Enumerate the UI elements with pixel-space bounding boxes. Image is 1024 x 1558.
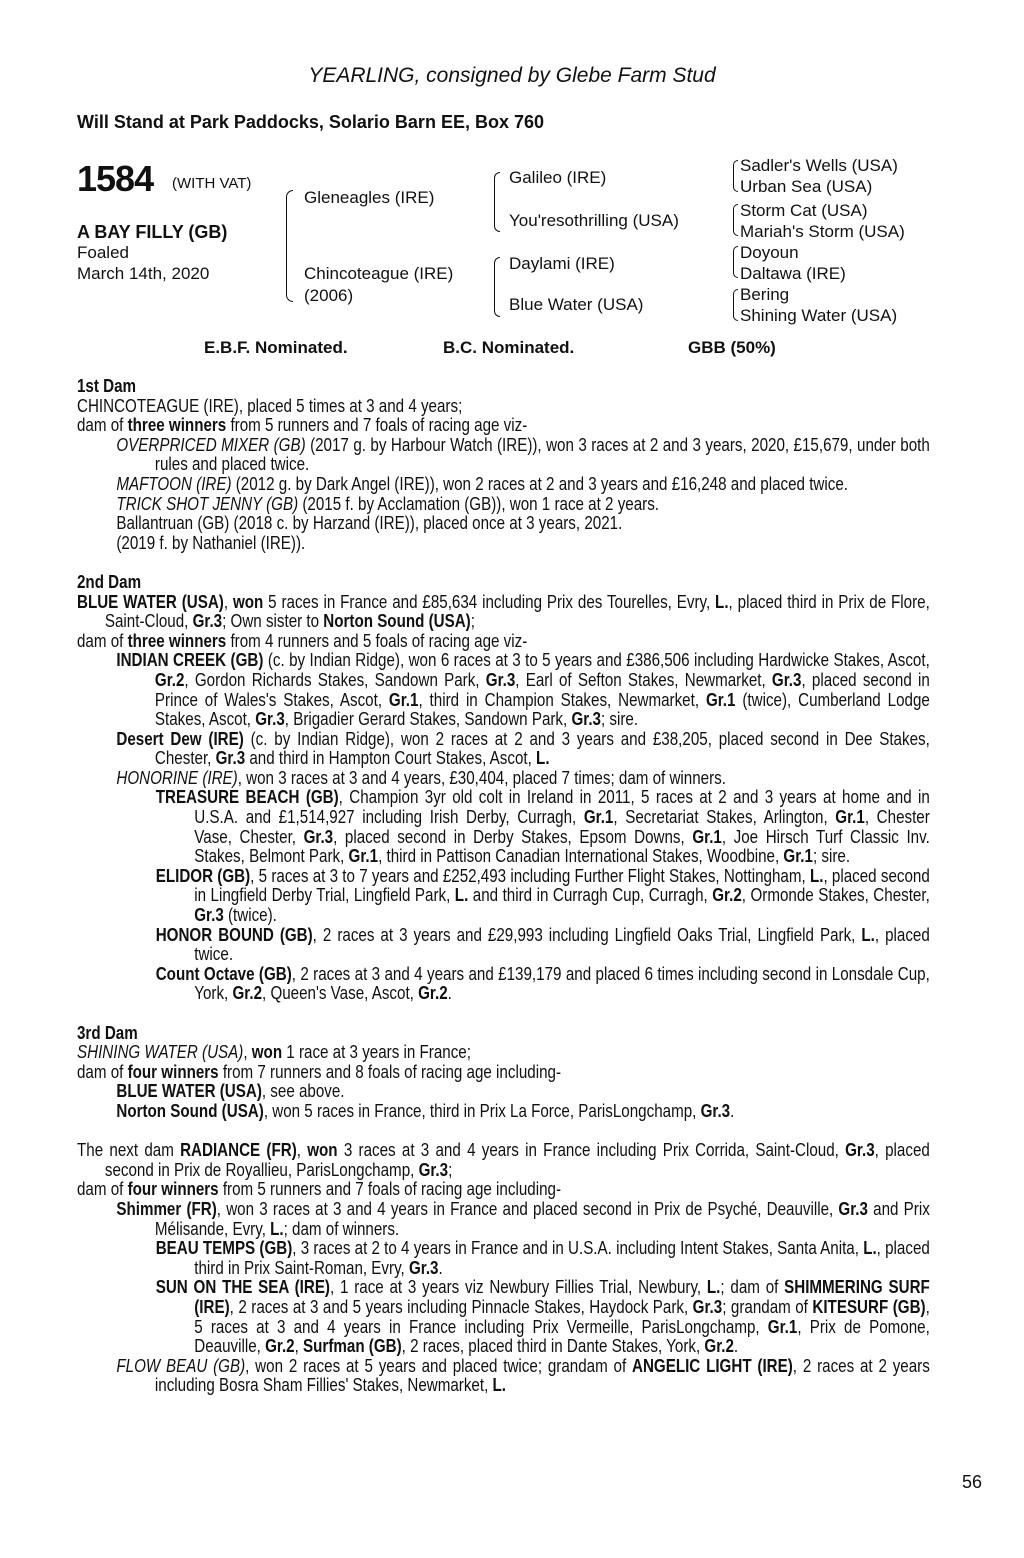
bold-text: Gr.3: [418, 1158, 449, 1180]
text: .: [733, 1335, 739, 1357]
text: (c. by Indian Ridge), won 6 races at 3 to 5 years and £386,506 including Hardwicke Stakes, Ascot,: [267, 649, 930, 671]
bold-text: Shimmer (FR): [116, 1197, 217, 1219]
text: ;: [448, 1158, 453, 1180]
section-heading: 2nd Dam: [77, 570, 142, 592]
bold-text: INDIAN CREEK (GB): [116, 649, 264, 671]
text: , third in Pattison Canadian International Stakes, Woodbine,: [378, 845, 784, 867]
record-entry: [77, 474, 930, 494]
text: , Ormonde Stakes, Chester,: [741, 884, 930, 906]
bold-text: SUN ON THE SEA (IRE): [155, 1276, 330, 1298]
page-number: 56: [962, 1472, 983, 1492]
italic-text: OVERPRICED MIXER (GB): [116, 433, 306, 455]
bold-text: L.: [536, 747, 550, 769]
text: , Queen's Vase, Ascot,: [262, 982, 419, 1004]
text: from 5 runners and 7 foals of racing age viz-: [230, 414, 528, 436]
italic-text: SHINING WATER (USA): [77, 1041, 244, 1063]
text: , 2 races at 3 and 4 years and £139,179 and placed 6 times including second in Lonsdale Cup, York,: [194, 962, 930, 1004]
bold-text: RADIANCE (FR): [180, 1139, 297, 1161]
bold-text: L.: [270, 1217, 284, 1239]
text: (2017 g. by Harbour Watch (IRE)), won 3 races at 2 and 3 years, 2020, £15,679, under both rules and placed twice.: [154, 433, 930, 475]
bold-text: three winners: [127, 414, 227, 436]
brace-line: [494, 257, 500, 317]
record-entry: [77, 494, 930, 514]
produce-record: [77, 376, 930, 1395]
bold-text: L.: [861, 923, 875, 945]
ebf-nomination: E.B.F. Nominated.: [204, 338, 348, 357]
bold-text: Gr.3: [485, 668, 516, 690]
text: (2015 f. by Acclamation (GB)), won 1 race at 2 years.: [302, 492, 660, 514]
record-entry: [77, 1356, 930, 1395]
text: ; dam of winners.: [283, 1217, 400, 1239]
text: , Secretariat Stakes, Arlington,: [613, 806, 836, 828]
text: (c. by Indian Ridge), won 2 races at 2 and 3 years and £38,205, placed second in Dee Stakes, Chester,: [154, 727, 930, 769]
text: , 5 races at 3 to 7 years and £252,493 including Further Flight Stakes, Nottingham,: [250, 864, 810, 886]
bold-text: Gr.2: [232, 982, 263, 1004]
record-entry: [77, 1277, 930, 1355]
bold-text: Norton Sound (USA): [116, 1099, 264, 1121]
record-entry: [77, 768, 930, 788]
record-entry: [77, 729, 930, 768]
bold-text: Gr.1: [348, 845, 379, 867]
record-entry: [77, 533, 930, 553]
bold-text: BLUE WATER (USA): [116, 1080, 262, 1102]
record-entry: [77, 415, 930, 435]
bold-text: Gr.1: [835, 806, 865, 828]
section-gap: [77, 1003, 930, 1023]
bold-text: Count Octave (GB): [155, 962, 292, 984]
text: ; dam of: [720, 1276, 785, 1298]
text: , Chester Vase, Chester,: [194, 806, 930, 847]
bold-text: Gr.3: [845, 1139, 875, 1161]
text: , placed second in Derby Stakes, Epsom Downs,: [333, 825, 693, 847]
text: , placed second in Prince of Wales's Stakes, Ascot,: [154, 668, 930, 710]
text: from 5 runners and 7 foals of racing age including-: [222, 1178, 561, 1200]
bold-text: Gr.2: [265, 1335, 295, 1357]
record-entry: [77, 964, 930, 1003]
text: , placed twice.: [194, 923, 930, 965]
text: , 3 races at 2 to 4 years in France and in U.S.A. including Intent Stakes, Santa Anita,: [292, 1237, 864, 1259]
italic-text: TRICK SHOT JENNY (GB): [116, 492, 299, 514]
pedigree-dds: Bering: [740, 285, 790, 304]
bold-text: BLUE WATER (USA): [77, 590, 224, 612]
bold-text: L.: [863, 1237, 877, 1259]
brace-line: [733, 160, 738, 192]
pedigree-ddd: Shining Water (USA): [740, 306, 898, 325]
text: , placed third in Prix Saint-Roman, Evry,: [194, 1237, 930, 1278]
text: , third in Champion Stakes, Newmarket,: [418, 688, 706, 710]
bold-text: KITESURF (GB): [812, 1295, 926, 1317]
bold-text: four winners: [127, 1060, 219, 1082]
italic-text: FLOW BEAU (GB): [116, 1354, 246, 1376]
bold-text: Gr.3: [255, 708, 285, 730]
bold-text: Gr.1: [692, 825, 722, 847]
text: , Champion 3yr old colt in Ireland in 2011, 5 races at 2 and 3 years at home and in U.S.A. and £1,514,927 including Irish Derby, Curragh,: [194, 786, 930, 828]
text: (twice).: [227, 904, 277, 926]
pedigree-sire-sire: Galileo (IRE): [509, 168, 607, 187]
text: .: [730, 1099, 735, 1121]
text: , 2 races at 3 and 5 years including Pinnacle Stakes, Haydock Park,: [229, 1295, 693, 1317]
text: ;: [470, 610, 475, 632]
text: , Joe Hirsch Turf Classic Inv. Stakes, Belmont Park,: [194, 825, 930, 867]
bold-text: Gr.1: [583, 806, 614, 828]
pedigree-ssd: Urban Sea (USA): [740, 177, 873, 196]
text: , placed third in Prix de Flore, Saint-Cloud,: [104, 590, 930, 632]
bold-text: ELIDOR (GB): [155, 864, 251, 886]
text: from 4 runners and 5 foals of racing age viz-: [230, 629, 528, 651]
record-entry: [77, 513, 930, 533]
text: , 1 race at 3 years viz Newbury Fillies Trial, Newbury,: [329, 1276, 707, 1298]
brace-line: [494, 172, 500, 232]
text: ,: [223, 590, 229, 612]
lot-number: 1584: [77, 158, 154, 199]
foaled-label: Foaled: [77, 243, 129, 262]
bold-text: three winners: [127, 629, 227, 651]
bold-text: L.: [454, 884, 469, 906]
text: .: [447, 982, 452, 1004]
record-entry: [77, 631, 930, 651]
text: from 7 runners and 8 foals of racing age including-: [222, 1060, 561, 1082]
text: , Gordon Richards Stakes, Sandown Park,: [184, 668, 486, 690]
bold-text: TREASURE BEACH (GB): [155, 786, 339, 808]
text: 5 races in France and £85,634 including Prix des Tourelles, Evry,: [268, 590, 716, 612]
text: ; sire.: [600, 708, 639, 730]
bold-text: Norton Sound (USA): [323, 610, 471, 632]
bold-text: L.: [706, 1276, 721, 1298]
bold-text: Gr.3: [215, 747, 246, 769]
gbb-note: GBB (50%): [688, 338, 776, 357]
italic-text: HONORINE (IRE): [116, 766, 238, 788]
text: ,: [243, 1041, 248, 1063]
foaled-date: March 14th, 2020: [77, 264, 210, 283]
text: Ballantruan (GB) (2018 c. by Harzand (IRE)), placed once at 3 years, 2021.: [116, 512, 623, 534]
record-entry: [77, 650, 930, 728]
record-entry: [77, 787, 930, 865]
record-entry: [77, 1199, 930, 1238]
text: , see above.: [261, 1080, 345, 1102]
text: and Prix Mélisande, Evry,: [154, 1197, 930, 1239]
text: , won 5 races in France, third in Prix La Force, ParisLongchamp,: [263, 1099, 701, 1121]
bold-text: won: [232, 590, 264, 612]
bold-text: Gr.1: [388, 688, 419, 710]
bold-text: Gr.1: [767, 1315, 798, 1337]
bold-text: Gr.2: [418, 982, 448, 1004]
record-entry: [77, 1081, 930, 1101]
text: , placed second in Prix de Royallieu, ParisLongchamp,: [104, 1139, 930, 1180]
text: (2012 g. by Dark Angel (IRE)), won 2 races at 2 and 3 years and £16,248 and placed twice.: [235, 472, 848, 494]
bold-text: Gr.2: [154, 668, 185, 690]
pedigree-sire: Gleneagles (IRE): [304, 188, 435, 207]
text: ; grandam of: [722, 1295, 813, 1317]
record-entry: [77, 396, 930, 416]
text: dam of: [77, 1178, 128, 1200]
bold-text: Gr.3: [194, 904, 224, 926]
text: , 2 races at 3 years and £29,993 including Lingfield Oaks Trial, Lingfield Park,: [312, 923, 862, 945]
text: dam of: [77, 414, 128, 436]
consignment-line: YEARLING, consigned by Glebe Farm Stud: [308, 64, 716, 87]
bold-text: four winners: [127, 1178, 219, 1200]
section-gap: [77, 1121, 930, 1141]
text: (2019 f. by Nathaniel (IRE)).: [116, 531, 306, 553]
pedigree-dss: Doyoun: [740, 243, 799, 262]
pedigree-sdd: Mariah's Storm (USA): [740, 222, 905, 241]
pedigree-sire-dam: You'resothrilling (USA): [509, 211, 679, 230]
bold-text: ANGELIC LIGHT (IRE): [631, 1354, 793, 1376]
record-entry: [77, 435, 930, 474]
text: 3 races at 3 and 4 years in France including Prix Corrida, Saint-Cloud,: [343, 1139, 846, 1161]
bold-text: Gr.3: [192, 610, 223, 632]
section-heading: 3rd Dam: [77, 1021, 138, 1043]
text: 1 race at 3 years in France;: [286, 1041, 471, 1063]
text: , 2 races, placed third in Dante Stakes, York,: [401, 1335, 705, 1357]
pedigree-dam-dam: Blue Water (USA): [509, 295, 644, 314]
bold-text: Gr.3: [838, 1197, 868, 1219]
text: .: [438, 1256, 443, 1278]
bold-text: Gr.2: [712, 884, 742, 906]
bold-text: won: [251, 1041, 283, 1063]
text: dam of: [77, 1060, 128, 1082]
bold-text: L.: [492, 1374, 507, 1396]
bold-text: Gr.3: [571, 708, 601, 730]
bold-text: Surfman (GB): [303, 1335, 402, 1357]
record-entry: [77, 1042, 930, 1062]
record-entry: [77, 1179, 930, 1199]
text: , 2 races at 2 years including Bosra Sham Fillies' Stakes, Newmarket,: [154, 1354, 930, 1396]
text: , 5 races at 3 and 4 years in France including Prix Vermeille, ParisLongchamp,: [194, 1295, 930, 1337]
bold-text: Gr.3: [408, 1256, 439, 1278]
lot-title: A BAY FILLY (GB): [77, 222, 228, 242]
bold-text: L.: [809, 864, 824, 886]
pedigree-sss: Sadler's Wells (USA): [740, 156, 898, 175]
bold-text: Gr.3: [692, 1295, 723, 1317]
text: , won 2 races at 5 years and placed twice; grandam of: [245, 1354, 632, 1376]
record-entry: [77, 866, 930, 925]
text: ; sire.: [812, 845, 851, 867]
pedigree-dam-year: (2006): [304, 286, 354, 305]
bold-text: Gr.3: [700, 1099, 731, 1121]
section-heading: 1st Dam: [77, 375, 137, 396]
text: ,: [296, 1139, 301, 1161]
bold-text: SHIMMERING SURF (IRE): [194, 1276, 930, 1317]
italic-text: MAFTOON (IRE): [116, 472, 232, 494]
stand-location: Will Stand at Park Paddocks, Solario Barn EE, Box 760: [77, 112, 544, 132]
bold-text: Gr.1: [705, 688, 736, 710]
record-entry: [77, 1238, 930, 1277]
text: , Prix de Pomone, Deauville,: [194, 1315, 930, 1357]
text: ; Own sister to: [222, 610, 324, 632]
brace-line: [286, 190, 293, 302]
text: , won 3 races at 3 and 4 years, £30,404, placed 7 times; dam of winners.: [237, 766, 726, 788]
text: dam of: [77, 629, 128, 651]
pedigree-dam: Chincoteague (IRE): [304, 264, 454, 283]
bold-text: Gr.3: [303, 825, 334, 847]
brace-line: [733, 289, 738, 321]
bold-text: Desert Dew (IRE): [116, 727, 244, 749]
text: (twice), Cumberland Lodge Stakes, Ascot,: [154, 688, 930, 730]
pedigree-sds: Storm Cat (USA): [740, 201, 868, 220]
record-entry: [77, 1101, 930, 1121]
pedigree-dam-sire: Daylami (IRE): [509, 254, 615, 273]
bold-text: Gr.2: [704, 1335, 734, 1357]
record-entry: [77, 925, 930, 964]
text: , placed second in Lingfield Derby Trial, Lingfield Park,: [194, 864, 930, 906]
bold-text: Gr.1: [783, 845, 813, 867]
record-entry: [77, 1062, 930, 1082]
brace-line: [733, 246, 738, 278]
bold-text: HONOR BOUND (GB): [155, 923, 313, 945]
vat-note: (WITH VAT): [172, 175, 252, 192]
bold-text: won: [307, 1139, 338, 1161]
text: ,: [294, 1335, 304, 1357]
text: , Earl of Sefton Stakes, Newmarket,: [515, 668, 772, 690]
brace-line: [733, 204, 738, 236]
pedigree-dsd: Daltawa (IRE): [740, 264, 846, 283]
record-entry: [77, 592, 930, 631]
text: , won 3 races at 3 and 4 years in France and placed second in Prix de Psyché, Deauville,: [216, 1197, 839, 1219]
section-gap: [77, 552, 930, 572]
text: , Brigadier Gerard Stakes, Sandown Park,: [284, 708, 572, 730]
bold-text: BEAU TEMPS (GB): [155, 1237, 293, 1259]
bold-text: Gr.3: [771, 668, 802, 690]
record-entry: [77, 1140, 930, 1179]
text: CHINCOTEAGUE (IRE), placed 5 times at 3 and 4 years;: [77, 394, 463, 416]
bc-nomination: B.C. Nominated.: [443, 338, 575, 357]
text: The next dam: [77, 1139, 181, 1161]
bold-text: L.: [715, 590, 729, 612]
text: and third in Hampton Court Stakes, Ascot,: [249, 747, 537, 769]
text: and third in Curragh Cup, Curragh,: [472, 884, 713, 906]
